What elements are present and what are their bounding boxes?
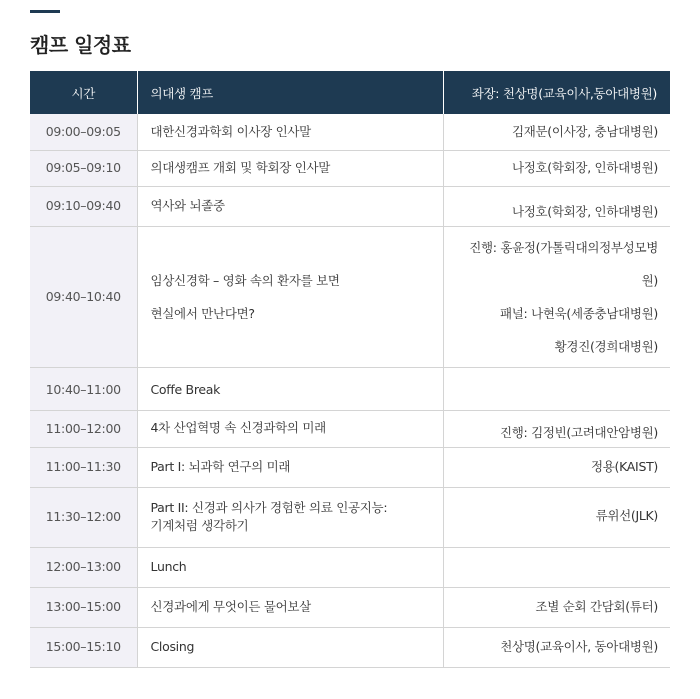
table-row bbox=[30, 150, 670, 186]
speaker-line: 나정호(학회장, 인하대병원) bbox=[511, 160, 658, 175]
program-line: Lunch bbox=[150, 559, 187, 574]
program-line: 신경과에게 무엇이든 물어보살 bbox=[150, 599, 311, 614]
table-row bbox=[30, 627, 670, 667]
speaker-line: 정용(KAIST) bbox=[591, 459, 658, 474]
header-chair: 좌장: 천상명(교육이사,동아대병원) bbox=[443, 71, 670, 114]
time-cell: 09:00–09:05 bbox=[30, 114, 137, 150]
table-header-row bbox=[30, 71, 670, 114]
program-cell bbox=[137, 547, 443, 587]
speaker-line: 류위선(JLK) bbox=[595, 507, 658, 523]
program-line: 현실에서 만난다면? bbox=[150, 305, 255, 321]
speaker-cell bbox=[443, 186, 670, 226]
program-line: 역사와 뇌졸중 bbox=[150, 197, 225, 213]
table-row bbox=[30, 367, 670, 410]
table-row bbox=[30, 547, 670, 587]
speaker-cell bbox=[443, 226, 670, 367]
schedule-table bbox=[30, 71, 670, 668]
speaker-cell bbox=[443, 487, 670, 547]
time-cell: 12:00–13:00 bbox=[30, 547, 137, 587]
program-cell bbox=[137, 226, 443, 367]
program-line: 의대생캠프 개회 및 학회장 인사말 bbox=[150, 160, 331, 175]
speaker-cell bbox=[443, 150, 670, 186]
time-cell: 11:00–12:00 bbox=[30, 410, 137, 447]
speaker-cell bbox=[443, 447, 670, 487]
program-cell bbox=[137, 410, 443, 447]
program-cell bbox=[137, 367, 443, 410]
time-cell: 13:00–15:00 bbox=[30, 587, 137, 627]
program-line: 기계처럼 생각하기 bbox=[150, 518, 249, 533]
program-cell bbox=[137, 186, 443, 226]
time-cell: 11:00–11:30 bbox=[30, 447, 137, 487]
table-row bbox=[30, 487, 670, 547]
program-cell bbox=[137, 114, 443, 150]
speaker-line: 나정호(학회장, 인하대병원) bbox=[511, 203, 658, 219]
table-row bbox=[30, 186, 670, 226]
title-accent-bar bbox=[30, 10, 60, 13]
speaker-cell bbox=[443, 114, 670, 150]
program-line: Part I: 뇌과학 연구의 미래 bbox=[150, 459, 291, 474]
speaker-cell bbox=[443, 547, 670, 587]
program-line: Coffe Break bbox=[150, 381, 221, 397]
speaker-line: 김재문(이사장, 충남대병원) bbox=[511, 123, 658, 139]
page-title: 캠프 일정표 bbox=[30, 33, 131, 57]
speaker-line: 천상명(교육이사, 동아대병원) bbox=[500, 639, 658, 654]
program-cell bbox=[137, 487, 443, 547]
table-row bbox=[30, 587, 670, 627]
program-cell bbox=[137, 150, 443, 186]
time-cell: 09:10–09:40 bbox=[30, 186, 137, 226]
program-line: 임상신경학 – 영화 속의 환자를 보면 bbox=[150, 272, 340, 288]
program-cell bbox=[137, 447, 443, 487]
table-row bbox=[30, 114, 670, 150]
table-row bbox=[30, 226, 670, 367]
time-cell: 10:40–11:00 bbox=[30, 367, 137, 410]
table-row bbox=[30, 410, 670, 447]
speaker-line: 진행: 김정빈(고려대안암병원) bbox=[499, 424, 658, 440]
program-line: 4차 산업혁명 속 신경과학의 미래 bbox=[150, 419, 326, 435]
time-cell: 15:00–15:10 bbox=[30, 627, 137, 667]
speaker-line: 진행: 홍윤정(가톨릭대의정부성모병원) bbox=[469, 239, 658, 288]
speaker-cell bbox=[443, 587, 670, 627]
time-cell: 11:30–12:00 bbox=[30, 487, 137, 547]
speaker-cell bbox=[443, 367, 670, 410]
header-program: 의대생 캠프 bbox=[137, 71, 443, 114]
table-row bbox=[30, 447, 670, 487]
program-line: Closing bbox=[150, 639, 195, 654]
program-cell bbox=[137, 627, 443, 667]
program-cell bbox=[137, 587, 443, 627]
speaker-line: 황경진(경희대병원) bbox=[554, 338, 658, 354]
speaker-line: 패널: 나현욱(세종충남대병원) bbox=[499, 305, 658, 321]
speaker-line: 조별 순회 간담회(튜터) bbox=[535, 599, 658, 614]
speaker-cell bbox=[443, 627, 670, 667]
header-time: 시간 bbox=[30, 71, 137, 114]
time-cell: 09:05–09:10 bbox=[30, 150, 137, 186]
time-cell: 09:40–10:40 bbox=[30, 226, 137, 367]
speaker-cell bbox=[443, 410, 670, 447]
program-line: Part II: 신경과 의사가 경험한 의료 인공지능: bbox=[150, 500, 388, 515]
program-line: 대한신경과학회 이사장 인사말 bbox=[150, 123, 311, 139]
